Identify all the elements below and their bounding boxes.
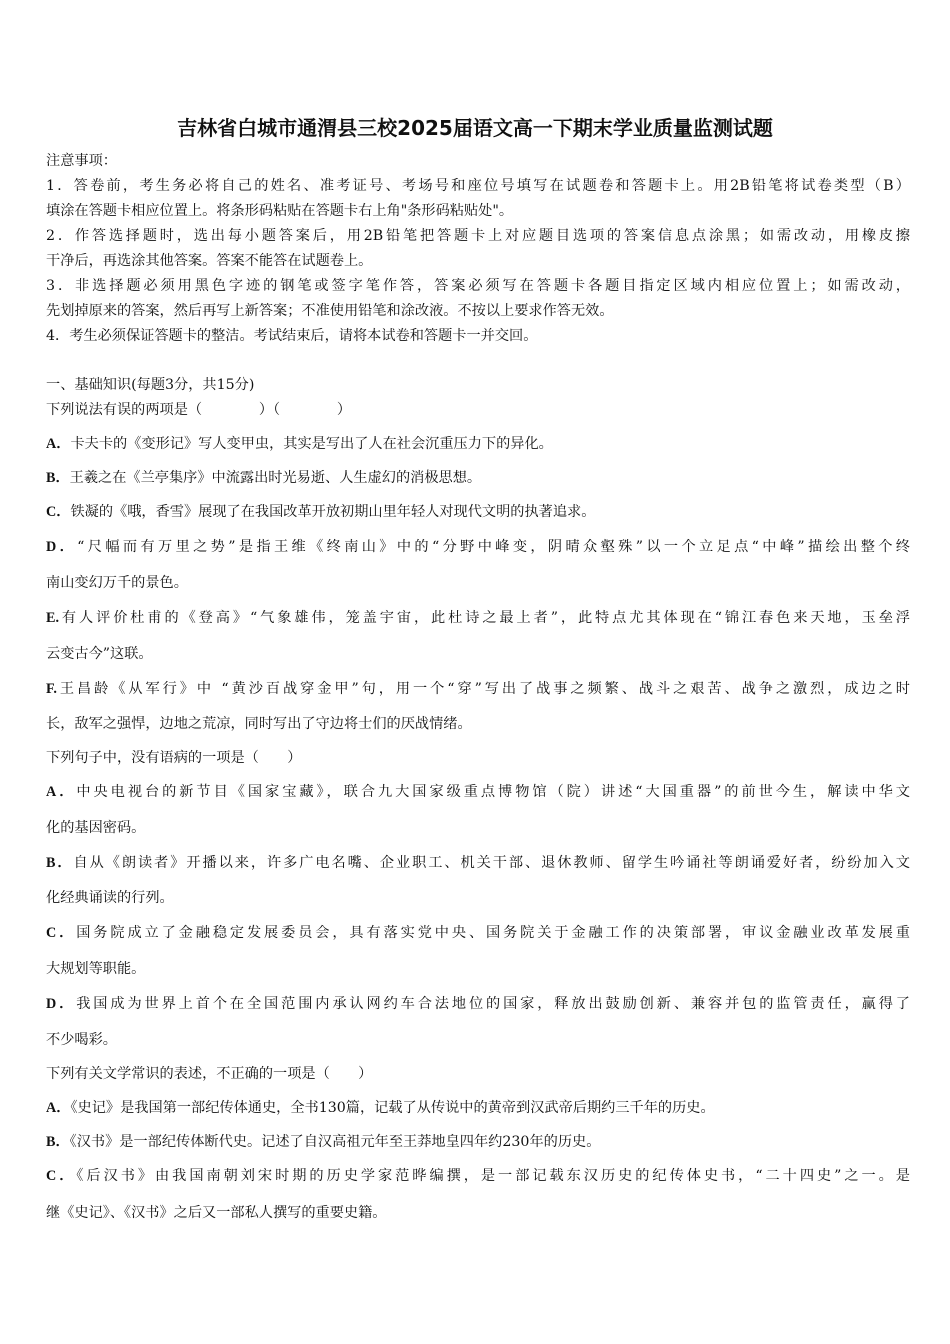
q3-option-b — [46, 1132, 910, 1152]
q1-option-d — [46, 537, 910, 557]
option-label: E. — [46, 610, 60, 626]
option-label: C． — [46, 1168, 77, 1184]
notice-line-5: 3．非选择题必须用黑色字迹的钢笔或签字笔作答，答案必须写在答题卡各题目指定区域内相应位置上；如需改动， — [46, 278, 910, 294]
notice-line-2: 填涂在答题卡相应位置上。将条形码粘贴在答题卡右上角"条形码粘贴处"。 — [46, 203, 514, 219]
section-heading: 一、基础知识(每题3分，共15分) — [46, 377, 255, 393]
q2-option-b — [46, 853, 910, 873]
option-label: C． — [46, 925, 77, 941]
q1-option-d-cont: 南山变幻万千的景色。 — [46, 575, 188, 591]
option-label: D． — [46, 996, 77, 1012]
q1-option-b — [46, 468, 910, 488]
notice-line-6: 先划掉原来的答案，然后再写上新答案；不准使用铅笔和涂改液。不按以上要求作答无效。 — [46, 303, 614, 319]
question-2-stem: 下列句子中，没有语病的一项是（ ） — [46, 750, 302, 766]
option-text: 中央电视台的新节目《国家宝藏》，联合九大国家级重点博物馆（院）讲述“大国重器”的前世今生，解读中华文 — [76, 784, 910, 800]
option-text: 有人评价杜甫的《登高》“气象雄伟，笼盖宇宙，此杜诗之最上者”，此特点尤其体现在“锦江春色来天地，玉垒浮 — [59, 610, 910, 626]
notice-line-4: 干净后，再选涂其他答案。答案不能答在试题卷上。 — [46, 253, 373, 269]
q2-option-a-cont: 化的基因密码。 — [46, 820, 146, 836]
option-text: 王昌龄《从军行》中 “黄沙百战穿金甲”句，用一个“穿”写出了战事之频繁、战斗之艰苦、战争之激烈，成边之时 — [56, 681, 910, 697]
q2-option-c-cont: 大规划等职能。 — [46, 961, 146, 977]
option-text: 《汉书》是一部纪传体断代史。记述了自汉高祖元年至王莽地皇四年约230年的历史。 — [69, 1134, 601, 1150]
question-3-stem: 下列有关文学常识的表述，不正确的一项是（ ） — [46, 1066, 373, 1082]
q2-option-c — [46, 923, 910, 943]
option-text: 铁凝的《哦，香雪》展现了在我国改革开放初期山里年轻人对现代文明的执著追求。 — [70, 504, 596, 520]
q1-option-f — [46, 679, 910, 699]
question-1-stem: 下列说法有误的两项是（ ）（ ） — [46, 402, 352, 418]
option-label: B． — [46, 855, 74, 871]
notice-line-1: 1．答卷前，考生务必将自己的姓名、准考证号、考场号和座位号填写在试题卷和答题卡上。用2B铅笔将试卷类型（B） — [46, 178, 910, 194]
q1-option-c — [46, 502, 910, 522]
q1-option-a — [46, 434, 910, 454]
notice-line-7: 4．考生必须保证答题卡的整洁。考试结束后，请将本试卷和答题卡一并交回。 — [46, 328, 538, 344]
notice-heading: 注意事项： — [46, 153, 117, 169]
option-text: “尺幅而有万里之势”是指王维《终南山》中的“分野中峰变，阴晴众壑殊”以一个立足点“中峰”描绘出整个终 — [77, 539, 910, 555]
option-text: 我国成为世界上首个在全国范围内承认网约车合法地位的国家，释放出鼓励创新、兼容并包的监管责任，赢得了 — [76, 996, 910, 1012]
option-text: 王羲之在《兰亭集序》中流露出时光易逝、人生虚幻的消极思想。 — [69, 470, 482, 486]
option-label: B． — [46, 1134, 70, 1150]
option-label: A． — [46, 784, 77, 800]
q1-option-e — [46, 608, 910, 628]
notice-line-3: 2．作答选择题时，选出每小题答案后，用2B铅笔把答题卡上对应题目选项的答案信息点涂黑；如需改动，用橡皮擦 — [46, 228, 910, 244]
option-label: F. — [46, 681, 57, 697]
q1-option-f-cont: 长，敌军之强悍，边地之荒凉，同时写出了守边将士们的厌战情绪。 — [46, 716, 472, 732]
option-label: B． — [46, 470, 70, 486]
q2-option-a — [46, 782, 910, 802]
option-text: 自从《朗读者》开播以来，许多广电名嘴、企业职工、机关干部、退休教师、留学生吟诵社等朗诵爱好者，纷纷加入文 — [73, 855, 910, 871]
option-label: C． — [46, 504, 71, 520]
option-label: A． — [46, 436, 71, 452]
option-label: A． — [46, 1100, 71, 1116]
q3-option-c-cont: 继《史记》、《汉书》之后又一部私人撰写的重要史籍。 — [46, 1205, 387, 1221]
q1-option-e-cont: 云变古今”这联。 — [46, 646, 153, 662]
q2-option-d-cont: 不少喝彩。 — [46, 1032, 117, 1048]
option-label: D． — [46, 539, 78, 555]
option-text: 《后汉书》由我国南朝刘宋时期的历史学家范晔编撰，是一部记载东汉历史的纪传体史书，“二十四史”之一。是 — [76, 1168, 910, 1184]
q2-option-b-cont: 化经典诵读的行列。 — [46, 890, 174, 906]
page-title: 吉林省白城市通渭县三校2025届语文高一下期末学业质量监测试题 — [177, 116, 773, 140]
q3-option-c — [46, 1166, 910, 1186]
option-text: 《史记》是我国第一部纪传体通史，全书130篇，记载了从传说中的黄帝到汉武帝后期约三千年的历史。 — [70, 1100, 715, 1116]
option-text: 国务院成立了金融稳定发展委员会，具有落实党中央、国务院关于金融工作的决策部署，审议金融业改革发展重 — [76, 925, 910, 941]
q2-option-d — [46, 994, 910, 1014]
option-text: 卡夫卡的《变形记》写人变甲虫，其实是写出了人在社会沉重压力下的异化。 — [70, 436, 553, 452]
q3-option-a — [46, 1098, 910, 1118]
